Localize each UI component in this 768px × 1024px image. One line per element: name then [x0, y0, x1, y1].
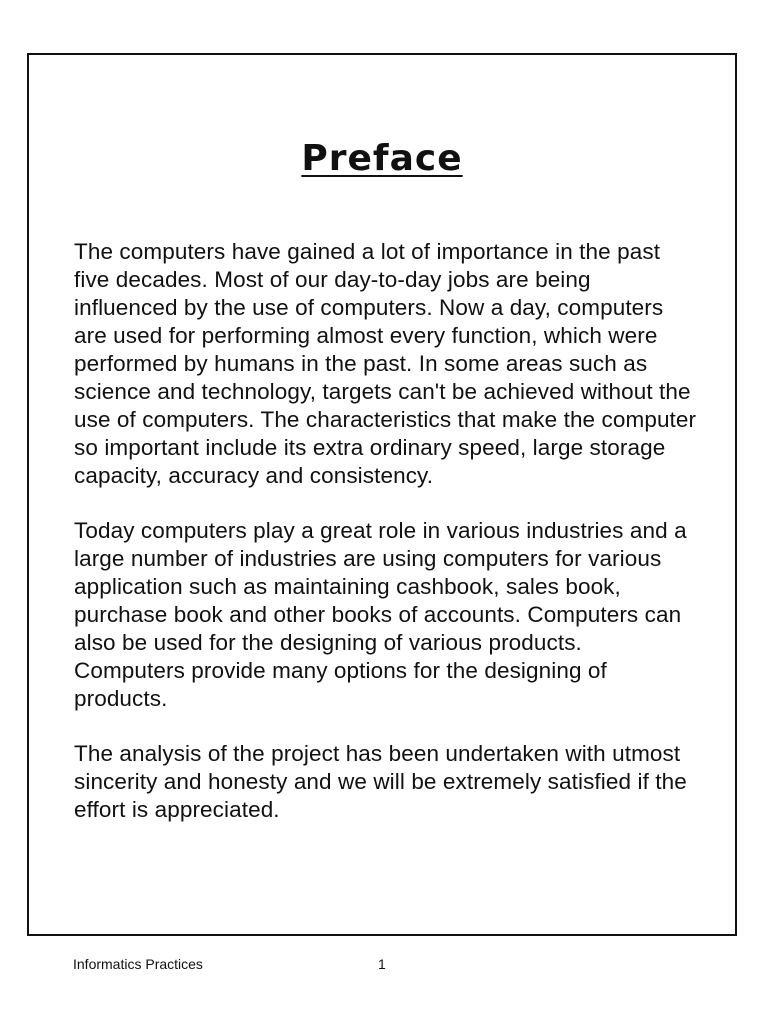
page-title-text: Preface	[301, 138, 463, 179]
page-title	[29, 137, 735, 181]
paragraph-2: Today computers play a great role in various industries and a large number of industries are using computers for various application such as maintaining cashbook, sales book, purchase book and other books of accounts. Computers can also be used for the designing of various products. Computers provide many options for the designing of products.	[74, 518, 687, 711]
preface-body	[74, 238, 699, 851]
page-border	[27, 53, 737, 936]
footer-page-number: 1	[378, 956, 386, 972]
paragraph-3: The analysis of the project has been undertaken with utmost sincerity and honesty and we will be extremely satisfied if the effort is appreciated.	[74, 741, 687, 822]
footer-subject: Informatics Practices	[73, 956, 203, 972]
paragraph-1: The computers have gained a lot of importance in the past five decades. Most of our day-to-day jobs are being influenced by the use of computers. Now a day, computers are used for performing almost every function, which were performed by humans in the past. In some areas such as science and technology, targets can't be achieved without the use of computers. The characteristics that make the computer so important include its extra ordinary speed, large storage capacity, accuracy and consistency.	[74, 239, 697, 488]
